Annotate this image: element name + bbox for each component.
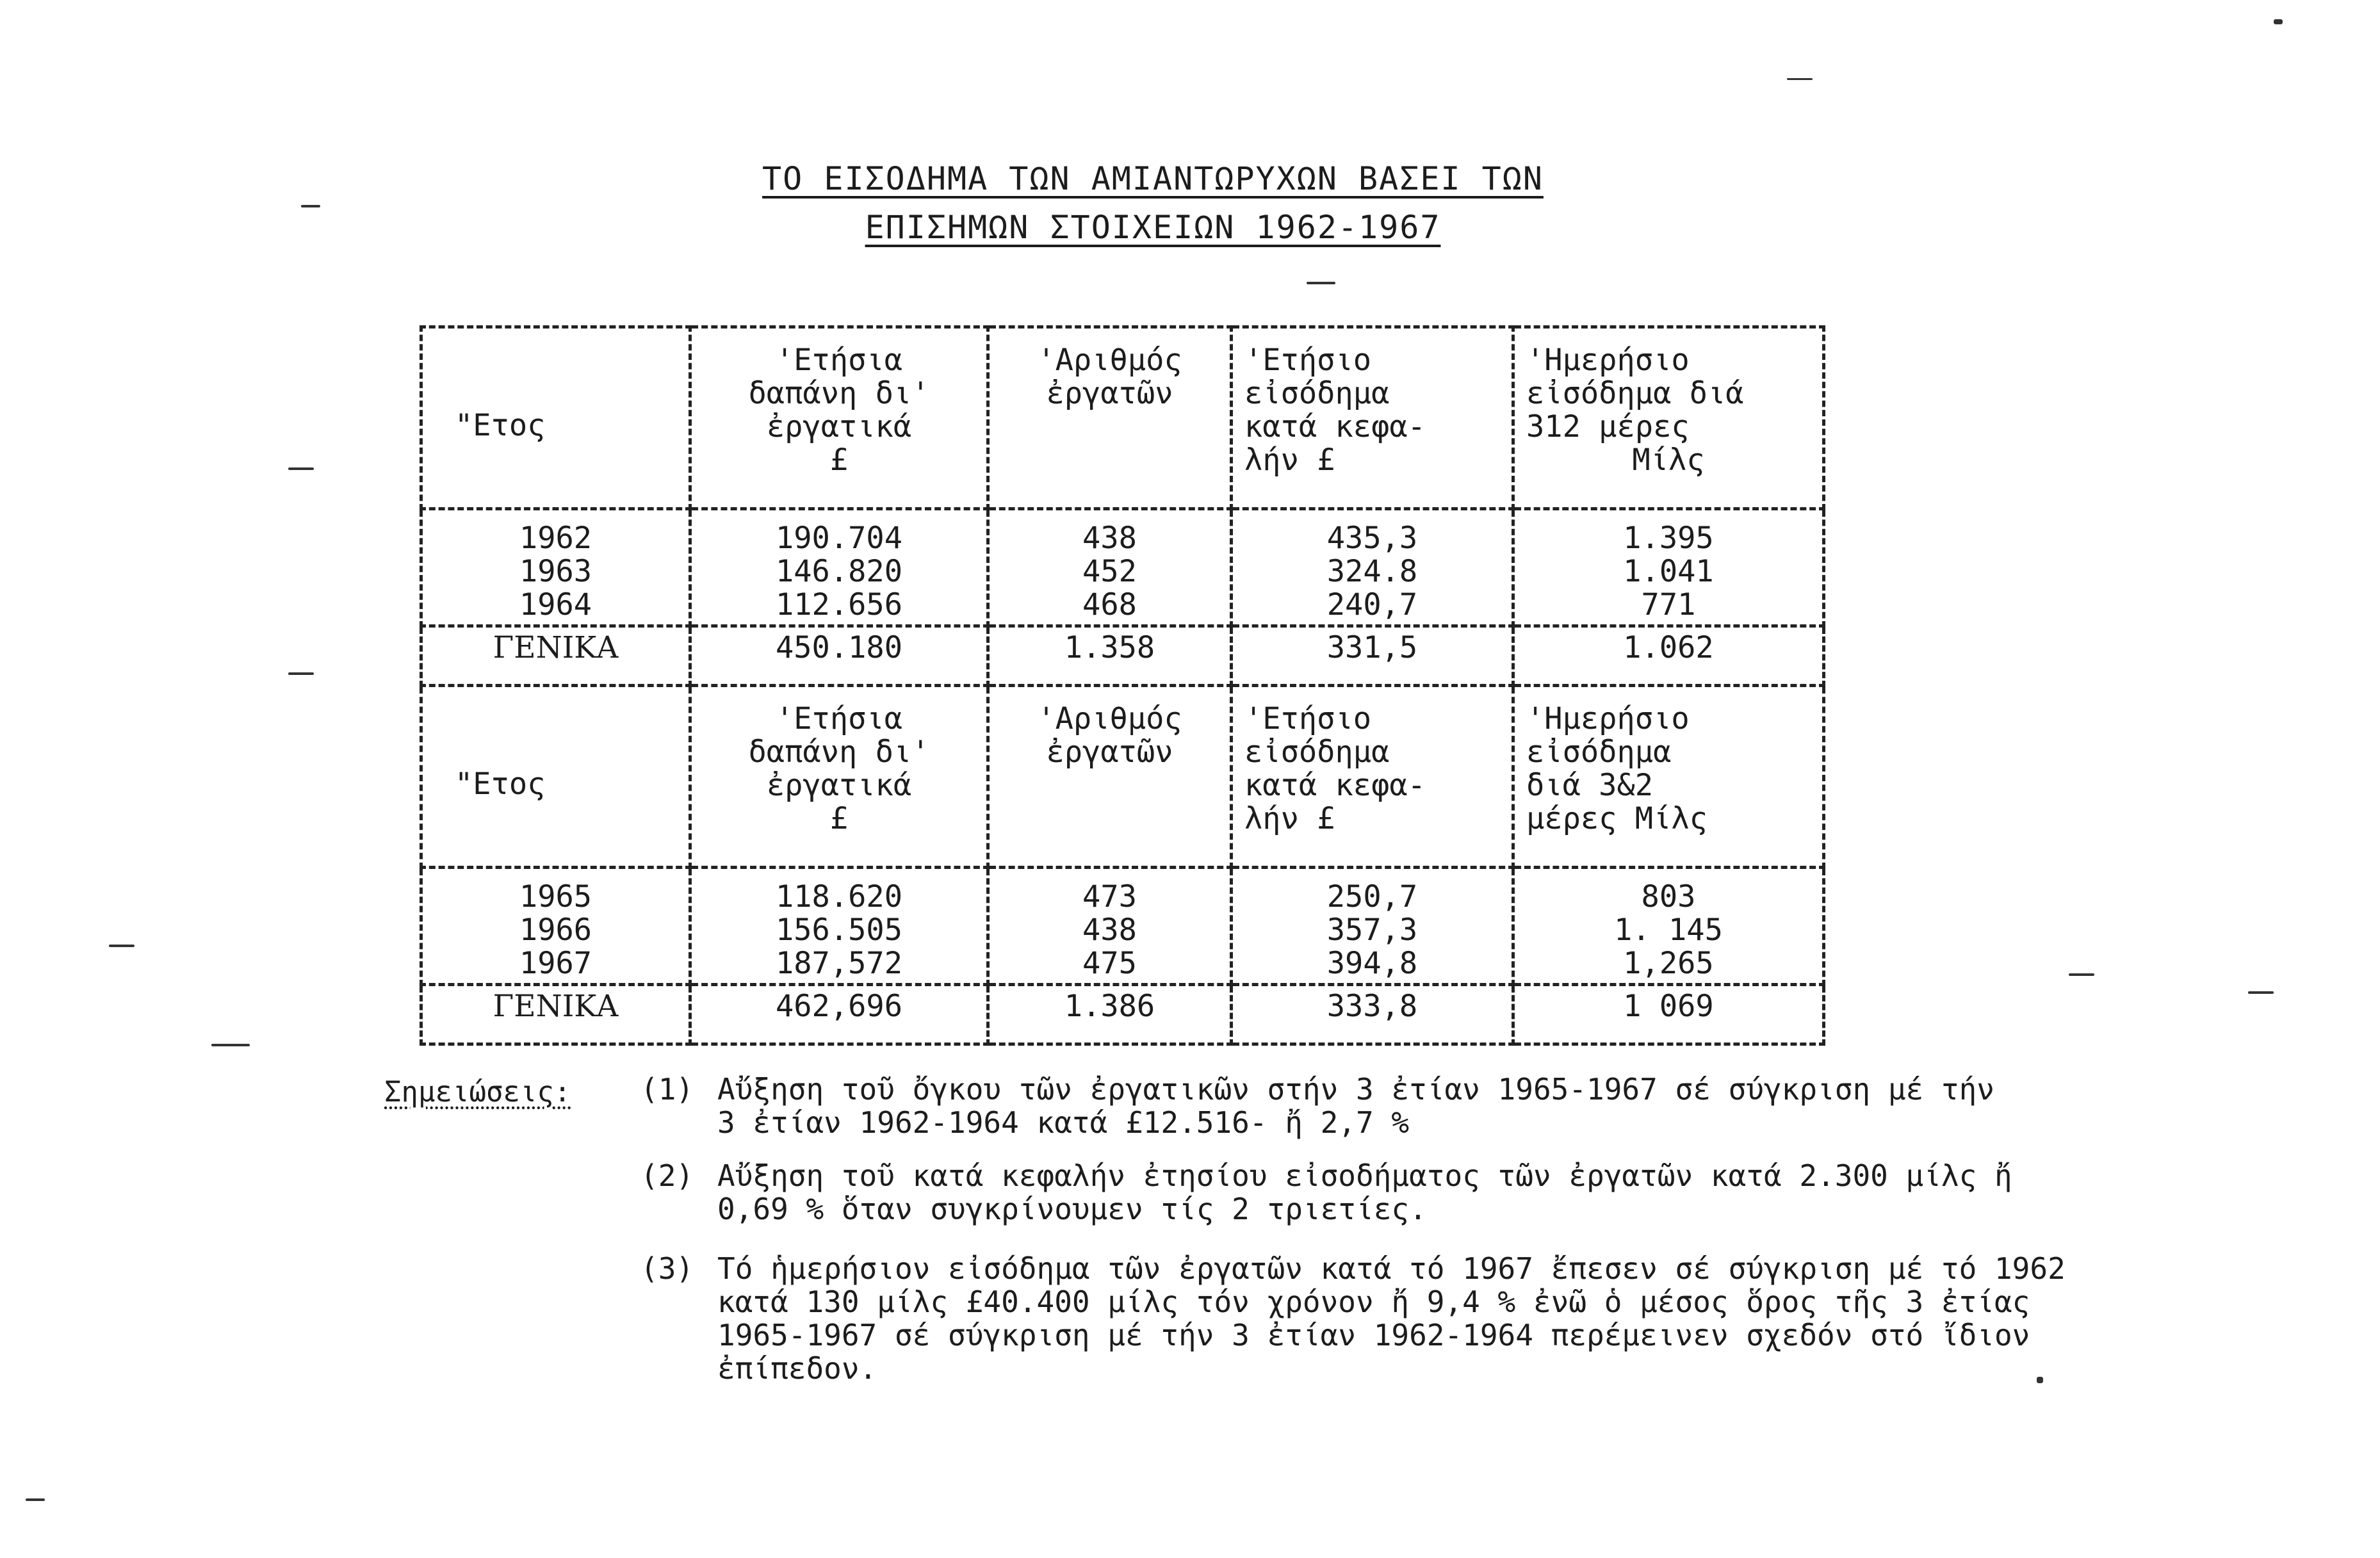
scan-speck xyxy=(1307,282,1335,284)
note-item-1 xyxy=(640,1073,2274,1139)
total-daily-income: 1.062 xyxy=(1513,626,1824,686)
header-daily-income: 'Ημερήσιο εἰσόδημα διά 312 μέρες Μίλς xyxy=(1513,327,1824,509)
daily-income-cell: 1.395 1.041 771 xyxy=(1513,509,1824,626)
daily-income-cell: 803 1. 145 1,265 xyxy=(1513,868,1824,985)
total-label: ΓΕΝΙΚΑ xyxy=(421,985,690,1044)
note-line: 1965-1967 σέ σύγκριση μέ τήν 3 ἐτίαν 1962-1964 περέμεινεν σχεδόν στό ἴδιον xyxy=(717,1318,2030,1352)
header-expense: 'Ετήσια δαπάνη δι' ἐργατικά £ xyxy=(690,686,988,868)
table-header-row-2 xyxy=(421,686,1824,868)
total-expense: 462,696 xyxy=(690,985,988,1044)
scan-speck xyxy=(2037,1377,2043,1383)
years-cell: 1962 1963 1964 xyxy=(421,509,690,626)
total-workers: 1.358 xyxy=(988,626,1232,686)
scan-speck xyxy=(288,672,314,675)
table-row-block-1965-1967 xyxy=(421,868,1824,985)
table-row-block-1962-1964 xyxy=(421,509,1824,626)
header-expense: 'Ετήσια δαπάνη δι' ἐργατικά £ xyxy=(690,327,988,509)
header-daily-income: 'Ημερήσιο εἰσόδημα διά 3&2 μέρες Μίλς xyxy=(1513,686,1824,868)
header-workers: 'Αριθμός ἐργατῶν xyxy=(988,686,1232,868)
note-number: (1) xyxy=(640,1072,694,1107)
expense-cell: 118.620 156.505 187,572 xyxy=(690,868,988,985)
note-line: Αὔξηση τοῦ κατά κεφαλήν ἐτησίου εἰσοδήματος τῶν ἐργατῶν κατά 2.300 μίλς ἤ xyxy=(717,1158,2012,1193)
header-year: "Ετος xyxy=(421,686,690,868)
scan-speck xyxy=(301,205,320,207)
table-total-row-1 xyxy=(421,626,1824,686)
note-line: Τό ἡμερήσιον εἰσόδημα τῶν ἐργατῶν κατά τό 1967 ἔπεσεν σέ σύγκριση μέ τό 1962 xyxy=(717,1251,2066,1286)
header-annual-income: 'Ετήσιο εἰσόδημα κατά κεφα- λήν £ xyxy=(1232,327,1513,509)
expense-cell: 190.704 146.820 112.656 xyxy=(690,509,988,626)
notes-label: Σημειώσεις: xyxy=(384,1076,571,1108)
scan-speck xyxy=(2248,991,2274,994)
header-workers: 'Αριθμός ἐργατῶν xyxy=(988,327,1232,509)
table-header-row xyxy=(421,327,1824,509)
scan-speck xyxy=(2274,19,2283,24)
total-annual-income: 333,8 xyxy=(1232,985,1513,1044)
note-number: (3) xyxy=(640,1251,694,1286)
total-annual-income: 331,5 xyxy=(1232,626,1513,686)
total-expense: 450.180 xyxy=(690,626,988,686)
table-total-row-2 xyxy=(421,985,1824,1044)
scan-speck xyxy=(26,1498,45,1501)
note-item-2 xyxy=(640,1159,2274,1226)
annual-income-cell: 250,7 357,3 394,8 xyxy=(1232,868,1513,985)
note-item-3 xyxy=(640,1252,2274,1385)
total-daily-income: 1 069 xyxy=(1513,985,1824,1044)
scan-speck xyxy=(211,1044,250,1046)
scan-speck xyxy=(109,945,134,947)
income-table xyxy=(420,325,1825,1046)
scan-speck xyxy=(1787,78,1813,80)
document-title-line-1: ΤΟ ΕΙΣΟΔΗΜΑ ΤΩΝ ΑΜΙΑΝΤΩΡΥΧΩΝ ΒΑΣΕΙ ΤΩΝ xyxy=(762,160,1544,197)
workers-cell: 438 452 468 xyxy=(988,509,1232,626)
header-year: "Ετος xyxy=(421,327,690,509)
note-line: 3 ἐτίαν 1962-1964 κατά £12.516- ἤ 2,7 % xyxy=(717,1105,1410,1140)
total-label: ΓΕΝΙΚΑ xyxy=(421,626,690,686)
note-line: κατά 130 μίλς £40.400 μίλς τόν χρόνον ἤ 9,4 % ἐνῶ ὁ μέσος ὅρος τῆς 3 ἐτίας xyxy=(717,1285,2030,1319)
total-workers: 1.386 xyxy=(988,985,1232,1044)
workers-cell: 473 438 475 xyxy=(988,868,1232,985)
header-annual-income: 'Ετήσιο εἰσόδημα κατά κεφα- λήν £ xyxy=(1232,686,1513,868)
years-cell: 1965 1966 1967 xyxy=(421,868,690,985)
scan-speck xyxy=(288,467,314,470)
note-line: 0,69 % ὅταν συγκρίνουμεν τίς 2 τριετίες. xyxy=(717,1192,1427,1226)
note-line: ἐπίπεδον. xyxy=(717,1351,877,1386)
note-line: Αὔξηση τοῦ ὄγκου τῶν ἐργατικῶν στήν 3 ἐτίαν 1965-1967 σέ σύγκριση μέ τήν xyxy=(717,1072,1994,1107)
note-number: (2) xyxy=(640,1158,694,1193)
document-title-line-2: ΕΠΙΣΗΜΩΝ ΣΤΟΙΧΕΙΩΝ 1962-1967 xyxy=(865,209,1441,246)
annual-income-cell: 435,3 324.8 240,7 xyxy=(1232,509,1513,626)
scan-speck xyxy=(2069,973,2094,976)
